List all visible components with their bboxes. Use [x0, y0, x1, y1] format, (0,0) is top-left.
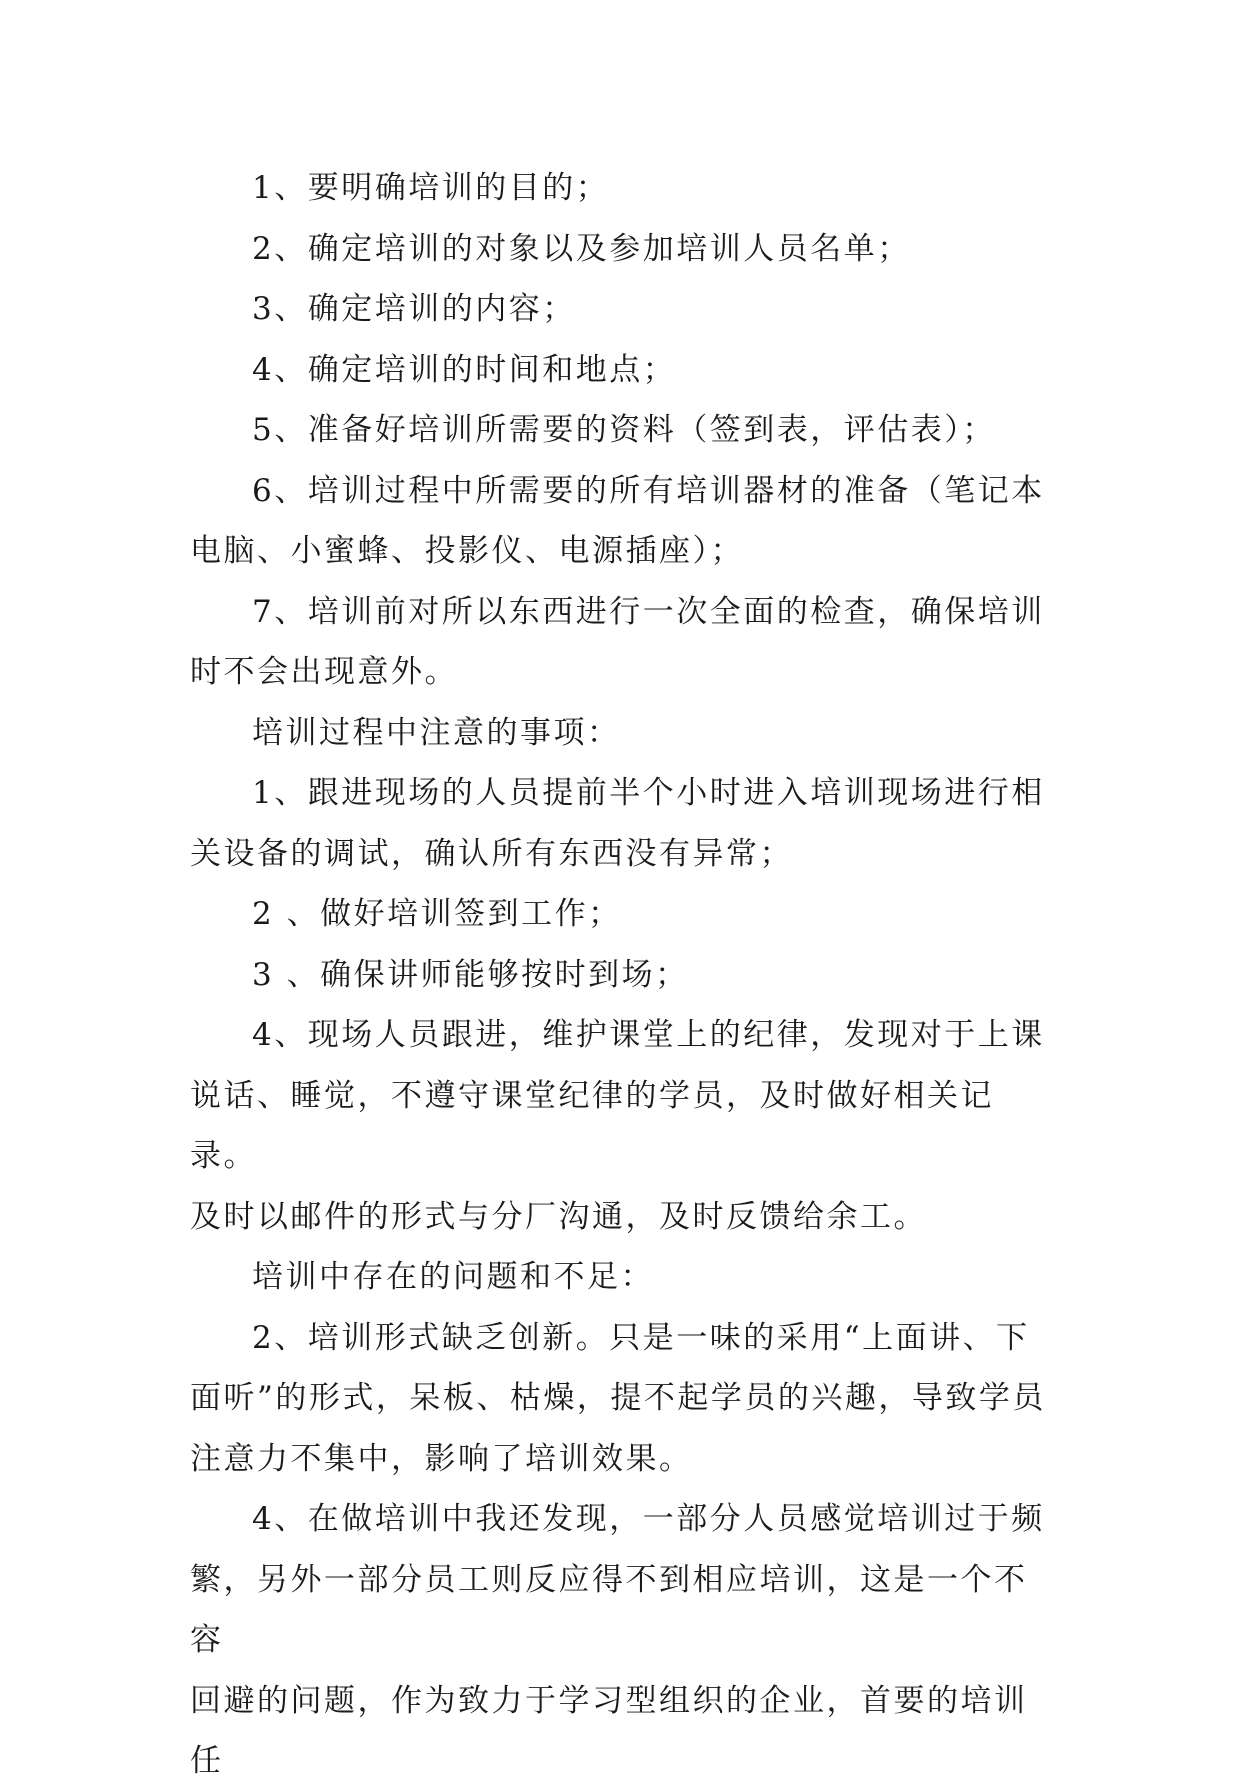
- paragraph-5: [190, 400, 1050, 461]
- section-heading-precautions: [190, 703, 1050, 764]
- text-line: 4、确定培训的时间和地点；: [252, 351, 677, 388]
- text-line: 关设备的调试，确认所有东西没有异常；: [190, 835, 793, 872]
- text-line: 2、培训形式缺乏创新。只是一味的采用“上面讲、下: [252, 1319, 1030, 1356]
- text-line: 培训中存在的问题和不足：: [252, 1259, 654, 1295]
- document-body: [190, 158, 1050, 1792]
- text-line: 7、培训前对所以东西进行一次全面的检查，确保培训: [252, 593, 1045, 630]
- text-line: 电脑、小蜜蜂、投影仪、电源插座）；: [190, 533, 744, 569]
- paragraph-14: [190, 1308, 1050, 1490]
- paragraph-11: [190, 945, 1050, 1006]
- text-line: 时不会出现意外。: [190, 654, 458, 690]
- text-line: 6、培训过程中所需要的所有培训器材的准备（笔记本: [252, 472, 1045, 509]
- text-line: 4、现场人员跟进，维护课堂上的纪律，发现对于上课: [252, 1017, 1045, 1053]
- text-line: 2、确定培训的对象以及参加培训人员名单；: [252, 230, 911, 267]
- paragraph-4: [190, 340, 1050, 401]
- paragraph-12: [190, 1005, 1050, 1247]
- text-line: 1、跟进现场的人员提前半个小时进入培训现场进行相: [252, 775, 1045, 811]
- paragraph-1: [190, 158, 1050, 219]
- text-line: 4、在做培训中我还发现，一部分人员感觉培训过于频: [252, 1501, 1045, 1537]
- paragraph-15: [190, 1489, 1050, 1792]
- text-line: 注意力不集中，影响了培训效果。: [190, 1440, 693, 1477]
- paragraph-9: [190, 763, 1050, 884]
- section-heading-problems: [190, 1247, 1050, 1308]
- paragraph-2: [190, 219, 1050, 280]
- text-line: 2 、做好培训签到工作；: [252, 896, 622, 932]
- paragraph-3: [190, 279, 1050, 340]
- text-line: 及时以邮件的形式与分厂沟通，及时反馈给余工。: [190, 1198, 927, 1235]
- paragraph-6: [190, 461, 1050, 582]
- paragraph-7: [190, 582, 1050, 703]
- text-line: 说话、睡觉，不遵守课堂纪律的学员，及时做好相关记录。: [190, 1077, 994, 1174]
- text-line: 面听”的形式，呆板、枯燥，提不起学员的兴趣，导致学员: [190, 1380, 1046, 1416]
- text-line: 繁，另外一部分员工则反应得不到相应培训，这是一个不容: [190, 1561, 1028, 1658]
- text-line: 回避的问题，作为致力于学习型组织的企业，首要的培训任: [190, 1682, 1028, 1779]
- text-line: 3、确定培训的内容；: [252, 291, 576, 327]
- text-line: 1、要明确培训的目的；: [252, 170, 610, 206]
- text-line: 3 、确保讲师能够按时到场；: [252, 956, 689, 993]
- text-line: 培训过程中注意的事项：: [252, 714, 621, 751]
- paragraph-10: [190, 884, 1050, 945]
- text-line: 5、准备好培训所需要的资料（签到表，评估表）；: [252, 412, 996, 448]
